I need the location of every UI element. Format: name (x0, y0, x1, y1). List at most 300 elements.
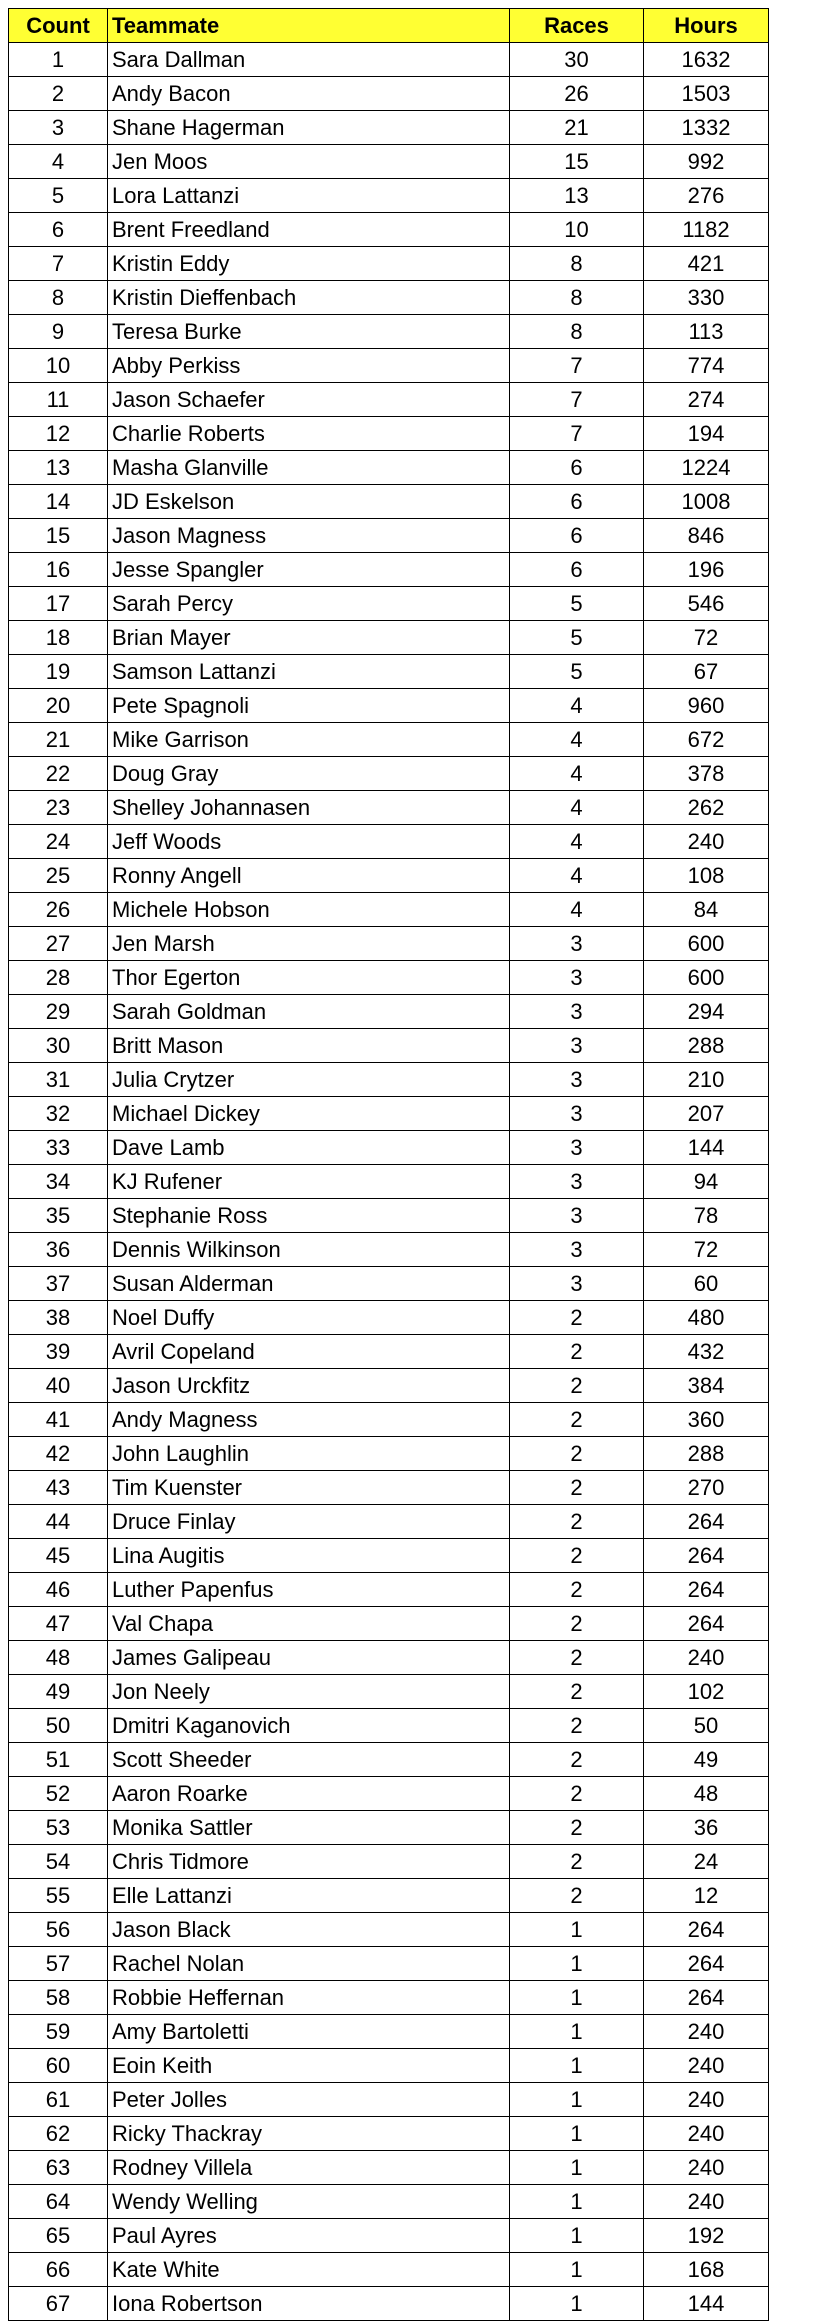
teammate-cell: James Galipeau (108, 1641, 510, 1675)
hours-cell: 240 (644, 1641, 769, 1675)
table-row (9, 417, 769, 451)
races-cell: 10 (510, 213, 644, 247)
count-cell: 27 (9, 927, 108, 961)
hours-cell: 600 (644, 961, 769, 995)
table-row (9, 1437, 769, 1471)
teammate-cell: Andy Bacon (108, 77, 510, 111)
hours-cell: 207 (644, 1097, 769, 1131)
teammate-cell: Jesse Spangler (108, 553, 510, 587)
teammate-cell: Elle Lattanzi (108, 1879, 510, 1913)
hours-cell: 144 (644, 1131, 769, 1165)
table-row (9, 519, 769, 553)
races-cell: 21 (510, 111, 644, 145)
teammate-cell: Ronny Angell (108, 859, 510, 893)
races-cell: 2 (510, 1879, 644, 1913)
table-row (9, 2219, 769, 2253)
races-cell: 2 (510, 1403, 644, 1437)
races-cell: 1 (510, 2253, 644, 2287)
teammate-cell: Noel Duffy (108, 1301, 510, 1335)
hours-cell: 270 (644, 1471, 769, 1505)
races-cell: 3 (510, 1063, 644, 1097)
table-row (9, 927, 769, 961)
races-cell: 3 (510, 1267, 644, 1301)
table-row (9, 1981, 769, 2015)
teammate-cell: Masha Glanville (108, 451, 510, 485)
hours-cell: 196 (644, 553, 769, 587)
hours-cell: 546 (644, 587, 769, 621)
count-cell: 23 (9, 791, 108, 825)
hours-cell: 240 (644, 2117, 769, 2151)
teammate-cell: Peter Jolles (108, 2083, 510, 2117)
table-row (9, 281, 769, 315)
table-row (9, 1403, 769, 1437)
table-row (9, 723, 769, 757)
teammate-cell: Jon Neely (108, 1675, 510, 1709)
hours-cell: 240 (644, 825, 769, 859)
table-row (9, 1811, 769, 1845)
hours-cell: 432 (644, 1335, 769, 1369)
table-row (9, 2117, 769, 2151)
hours-cell: 240 (644, 2151, 769, 2185)
teammate-cell: Rodney Villela (108, 2151, 510, 2185)
table-row (9, 383, 769, 417)
table-row (9, 2287, 769, 2321)
hours-cell: 264 (644, 1607, 769, 1641)
column-header-count: Count (9, 9, 108, 43)
races-cell: 3 (510, 1029, 644, 1063)
count-cell: 17 (9, 587, 108, 621)
teammate-cell: Sarah Goldman (108, 995, 510, 1029)
teammate-cell: Shane Hagerman (108, 111, 510, 145)
table-row (9, 2049, 769, 2083)
teammate-cell: Sara Dallman (108, 43, 510, 77)
count-cell: 8 (9, 281, 108, 315)
count-cell: 66 (9, 2253, 108, 2287)
table-row (9, 1709, 769, 1743)
table-row (9, 213, 769, 247)
count-cell: 24 (9, 825, 108, 859)
count-cell: 28 (9, 961, 108, 995)
teammate-cell: Brent Freedland (108, 213, 510, 247)
count-cell: 4 (9, 145, 108, 179)
races-cell: 1 (510, 1913, 644, 1947)
teammate-cell: Kristin Dieffenbach (108, 281, 510, 315)
count-cell: 18 (9, 621, 108, 655)
hours-cell: 992 (644, 145, 769, 179)
table-row (9, 2185, 769, 2219)
count-cell: 67 (9, 2287, 108, 2321)
teammate-cell: Michael Dickey (108, 1097, 510, 1131)
teammate-cell: Teresa Burke (108, 315, 510, 349)
teammate-cell: Jason Urckfitz (108, 1369, 510, 1403)
races-cell: 1 (510, 2219, 644, 2253)
races-cell: 2 (510, 1607, 644, 1641)
table-row (9, 1641, 769, 1675)
table-row (9, 43, 769, 77)
table-row (9, 2015, 769, 2049)
table-row (9, 655, 769, 689)
count-cell: 58 (9, 1981, 108, 2015)
hours-cell: 50 (644, 1709, 769, 1743)
count-cell: 49 (9, 1675, 108, 1709)
count-cell: 9 (9, 315, 108, 349)
teammate-cell: JD Eskelson (108, 485, 510, 519)
table-row (9, 349, 769, 383)
table-row (9, 1063, 769, 1097)
count-cell: 57 (9, 1947, 108, 1981)
hours-cell: 78 (644, 1199, 769, 1233)
hours-cell: 360 (644, 1403, 769, 1437)
teammate-cell: Jeff Woods (108, 825, 510, 859)
count-cell: 15 (9, 519, 108, 553)
races-cell: 2 (510, 1811, 644, 1845)
table-row (9, 1199, 769, 1233)
teammate-cell: Scott Sheeder (108, 1743, 510, 1777)
hours-cell: 240 (644, 2015, 769, 2049)
hours-cell: 113 (644, 315, 769, 349)
hours-cell: 480 (644, 1301, 769, 1335)
hours-cell: 144 (644, 2287, 769, 2321)
hours-cell: 264 (644, 1573, 769, 1607)
hours-cell: 24 (644, 1845, 769, 1879)
races-cell: 3 (510, 927, 644, 961)
hours-cell: 264 (644, 1947, 769, 1981)
count-cell: 11 (9, 383, 108, 417)
teammate-cell: Avril Copeland (108, 1335, 510, 1369)
races-cell: 5 (510, 655, 644, 689)
races-cell: 6 (510, 553, 644, 587)
races-cell: 4 (510, 893, 644, 927)
count-cell: 43 (9, 1471, 108, 1505)
teammate-cell: Lina Augitis (108, 1539, 510, 1573)
table-row (9, 1131, 769, 1165)
races-cell: 6 (510, 519, 644, 553)
table-row (9, 1165, 769, 1199)
count-cell: 12 (9, 417, 108, 451)
count-cell: 19 (9, 655, 108, 689)
teammate-cell: Aaron Roarke (108, 1777, 510, 1811)
teammate-cell: Thor Egerton (108, 961, 510, 995)
count-cell: 44 (9, 1505, 108, 1539)
hours-cell: 210 (644, 1063, 769, 1097)
teammate-cell: Samson Lattanzi (108, 655, 510, 689)
table-row (9, 1233, 769, 1267)
count-cell: 42 (9, 1437, 108, 1471)
races-cell: 3 (510, 1233, 644, 1267)
teammate-cell: Iona Robertson (108, 2287, 510, 2321)
hours-cell: 102 (644, 1675, 769, 1709)
count-cell: 22 (9, 757, 108, 791)
races-cell: 1 (510, 2151, 644, 2185)
races-cell: 1 (510, 2015, 644, 2049)
table-row (9, 1301, 769, 1335)
column-header-teammate: Teammate (108, 9, 510, 43)
count-cell: 14 (9, 485, 108, 519)
races-cell: 1 (510, 2083, 644, 2117)
table-row (9, 825, 769, 859)
count-cell: 46 (9, 1573, 108, 1607)
teammate-cell: Britt Mason (108, 1029, 510, 1063)
hours-cell: 600 (644, 927, 769, 961)
races-cell: 4 (510, 723, 644, 757)
table-row (9, 2083, 769, 2117)
hours-cell: 264 (644, 1539, 769, 1573)
count-cell: 65 (9, 2219, 108, 2253)
races-cell: 2 (510, 1743, 644, 1777)
count-cell: 45 (9, 1539, 108, 1573)
table-row (9, 1029, 769, 1063)
races-cell: 15 (510, 145, 644, 179)
count-cell: 30 (9, 1029, 108, 1063)
races-cell: 1 (510, 2185, 644, 2219)
hours-cell: 12 (644, 1879, 769, 1913)
hours-cell: 1008 (644, 485, 769, 519)
teammate-cell: Julia Crytzer (108, 1063, 510, 1097)
races-cell: 2 (510, 1641, 644, 1675)
teammate-cell: Charlie Roberts (108, 417, 510, 451)
teammate-cell: Jen Moos (108, 145, 510, 179)
teammate-cell: Chris Tidmore (108, 1845, 510, 1879)
teammate-cell: KJ Rufener (108, 1165, 510, 1199)
races-cell: 5 (510, 587, 644, 621)
table-row (9, 1369, 769, 1403)
count-cell: 64 (9, 2185, 108, 2219)
table-row (9, 1675, 769, 1709)
hours-cell: 192 (644, 2219, 769, 2253)
table-row (9, 689, 769, 723)
table-row (9, 315, 769, 349)
table-row (9, 961, 769, 995)
count-cell: 20 (9, 689, 108, 723)
count-cell: 35 (9, 1199, 108, 1233)
count-cell: 39 (9, 1335, 108, 1369)
count-cell: 63 (9, 2151, 108, 2185)
teammate-cell: Jason Schaefer (108, 383, 510, 417)
races-cell: 6 (510, 451, 644, 485)
hours-cell: 168 (644, 2253, 769, 2287)
table-row (9, 995, 769, 1029)
races-cell: 1 (510, 1947, 644, 1981)
count-cell: 33 (9, 1131, 108, 1165)
teammate-cell: Jen Marsh (108, 927, 510, 961)
hours-cell: 1224 (644, 451, 769, 485)
teammate-cell: Ricky Thackray (108, 2117, 510, 2151)
count-cell: 48 (9, 1641, 108, 1675)
hours-cell: 384 (644, 1369, 769, 1403)
teammate-cell: Jason Black (108, 1913, 510, 1947)
count-cell: 34 (9, 1165, 108, 1199)
teammate-cell: Brian Mayer (108, 621, 510, 655)
hours-cell: 288 (644, 1437, 769, 1471)
teammate-cell: Dmitri Kaganovich (108, 1709, 510, 1743)
teammate-cell: Michele Hobson (108, 893, 510, 927)
count-cell: 32 (9, 1097, 108, 1131)
hours-cell: 288 (644, 1029, 769, 1063)
table-row (9, 1471, 769, 1505)
teammate-cell: Shelley Johannasen (108, 791, 510, 825)
hours-cell: 84 (644, 893, 769, 927)
table-row (9, 485, 769, 519)
races-cell: 4 (510, 689, 644, 723)
teammate-cell: Paul Ayres (108, 2219, 510, 2253)
count-cell: 26 (9, 893, 108, 927)
count-cell: 2 (9, 77, 108, 111)
count-cell: 54 (9, 1845, 108, 1879)
races-cell: 7 (510, 417, 644, 451)
table-row (9, 1097, 769, 1131)
teammate-cell: Stephanie Ross (108, 1199, 510, 1233)
races-cell: 2 (510, 1573, 644, 1607)
count-cell: 56 (9, 1913, 108, 1947)
count-cell: 6 (9, 213, 108, 247)
count-cell: 10 (9, 349, 108, 383)
teammate-cell: Luther Papenfus (108, 1573, 510, 1607)
races-cell: 1 (510, 1981, 644, 2015)
table-row (9, 757, 769, 791)
count-cell: 38 (9, 1301, 108, 1335)
hours-cell: 264 (644, 1505, 769, 1539)
count-cell: 41 (9, 1403, 108, 1437)
table-row (9, 179, 769, 213)
hours-cell: 94 (644, 1165, 769, 1199)
races-cell: 4 (510, 859, 644, 893)
count-cell: 36 (9, 1233, 108, 1267)
count-cell: 60 (9, 2049, 108, 2083)
hours-cell: 672 (644, 723, 769, 757)
count-cell: 5 (9, 179, 108, 213)
hours-cell: 108 (644, 859, 769, 893)
races-cell: 3 (510, 961, 644, 995)
teammate-cell: Doug Gray (108, 757, 510, 791)
teammate-cell: Abby Perkiss (108, 349, 510, 383)
table-body (9, 43, 769, 2321)
hours-cell: 72 (644, 621, 769, 655)
hours-cell: 1503 (644, 77, 769, 111)
table-row (9, 247, 769, 281)
hours-cell: 1332 (644, 111, 769, 145)
races-cell: 3 (510, 1097, 644, 1131)
teammate-stats-table (8, 8, 769, 2321)
hours-cell: 72 (644, 1233, 769, 1267)
teammate-cell: Dave Lamb (108, 1131, 510, 1165)
count-cell: 16 (9, 553, 108, 587)
races-cell: 2 (510, 1369, 644, 1403)
races-cell: 4 (510, 757, 644, 791)
hours-cell: 240 (644, 2049, 769, 2083)
teammate-cell: Mike Garrison (108, 723, 510, 757)
hours-cell: 194 (644, 417, 769, 451)
races-cell: 3 (510, 1199, 644, 1233)
table-row (9, 1505, 769, 1539)
hours-cell: 330 (644, 281, 769, 315)
count-cell: 50 (9, 1709, 108, 1743)
count-cell: 53 (9, 1811, 108, 1845)
table-row (9, 1743, 769, 1777)
count-cell: 7 (9, 247, 108, 281)
races-cell: 2 (510, 1471, 644, 1505)
hours-cell: 421 (644, 247, 769, 281)
column-header-races: Races (510, 9, 644, 43)
table-row (9, 791, 769, 825)
races-cell: 8 (510, 315, 644, 349)
hours-cell: 774 (644, 349, 769, 383)
count-cell: 40 (9, 1369, 108, 1403)
hours-cell: 36 (644, 1811, 769, 1845)
table-row (9, 893, 769, 927)
hours-cell: 378 (644, 757, 769, 791)
races-cell: 2 (510, 1335, 644, 1369)
races-cell: 2 (510, 1709, 644, 1743)
table-row (9, 859, 769, 893)
count-cell: 29 (9, 995, 108, 1029)
table-row (9, 1267, 769, 1301)
table-row (9, 2151, 769, 2185)
teammate-cell: Kristin Eddy (108, 247, 510, 281)
count-cell: 25 (9, 859, 108, 893)
races-cell: 1 (510, 2049, 644, 2083)
table-row (9, 553, 769, 587)
races-cell: 2 (510, 1505, 644, 1539)
table-row (9, 145, 769, 179)
teammate-cell: Druce Finlay (108, 1505, 510, 1539)
teammate-cell: Lora Lattanzi (108, 179, 510, 213)
hours-cell: 67 (644, 655, 769, 689)
teammate-cell: Kate White (108, 2253, 510, 2287)
table-row (9, 77, 769, 111)
count-cell: 31 (9, 1063, 108, 1097)
races-cell: 13 (510, 179, 644, 213)
races-cell: 1 (510, 2287, 644, 2321)
hours-cell: 960 (644, 689, 769, 723)
teammate-cell: Sarah Percy (108, 587, 510, 621)
races-cell: 30 (510, 43, 644, 77)
teammate-cell: Susan Alderman (108, 1267, 510, 1301)
races-cell: 8 (510, 281, 644, 315)
races-cell: 7 (510, 383, 644, 417)
hours-cell: 274 (644, 383, 769, 417)
teammate-cell: Andy Magness (108, 1403, 510, 1437)
count-cell: 62 (9, 2117, 108, 2151)
count-cell: 1 (9, 43, 108, 77)
hours-cell: 49 (644, 1743, 769, 1777)
count-cell: 37 (9, 1267, 108, 1301)
teammate-cell: Tim Kuenster (108, 1471, 510, 1505)
teammate-cell: Jason Magness (108, 519, 510, 553)
count-cell: 51 (9, 1743, 108, 1777)
hours-cell: 264 (644, 1913, 769, 1947)
races-cell: 2 (510, 1777, 644, 1811)
races-cell: 4 (510, 825, 644, 859)
races-cell: 3 (510, 1165, 644, 1199)
table-row (9, 451, 769, 485)
races-cell: 7 (510, 349, 644, 383)
table-row (9, 1879, 769, 1913)
hours-cell: 1632 (644, 43, 769, 77)
table-row (9, 1913, 769, 1947)
table-row (9, 621, 769, 655)
teammate-cell: Amy Bartoletti (108, 2015, 510, 2049)
races-cell: 26 (510, 77, 644, 111)
teammate-cell: Pete Spagnoli (108, 689, 510, 723)
table-row (9, 1335, 769, 1369)
hours-cell: 276 (644, 179, 769, 213)
teammate-cell: Monika Sattler (108, 1811, 510, 1845)
count-cell: 52 (9, 1777, 108, 1811)
races-cell: 2 (510, 1301, 644, 1335)
table-row (9, 1845, 769, 1879)
table-row (9, 1573, 769, 1607)
teammate-cell: Robbie Heffernan (108, 1981, 510, 2015)
